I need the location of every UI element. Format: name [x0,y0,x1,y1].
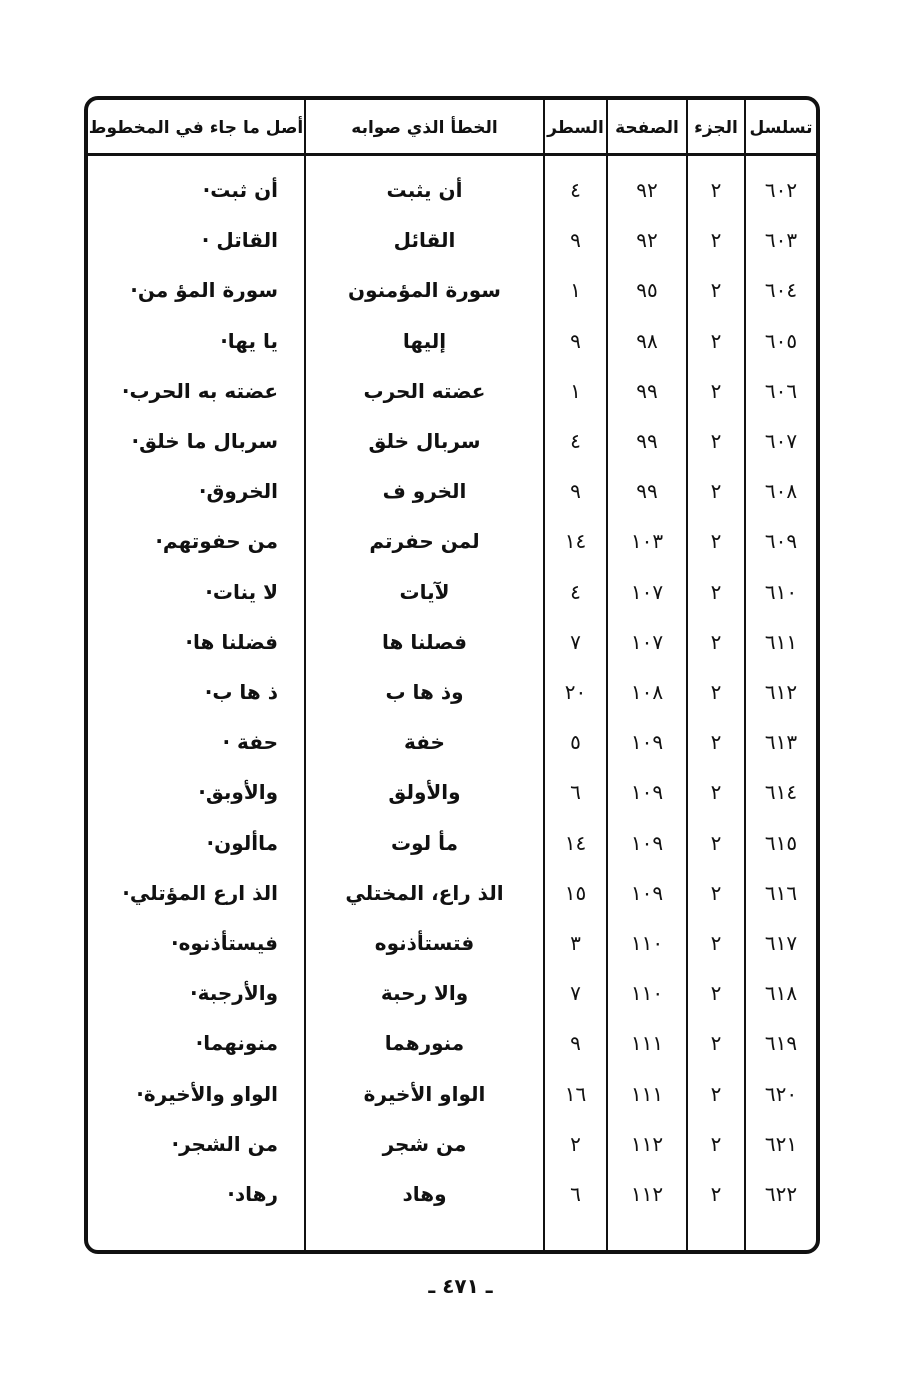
page-number: ـ ٤٧١ ـ [428,1274,493,1298]
part-cell: ٢ [710,880,722,905]
correct-cell: الذ راع، المختلي [345,880,504,905]
original-cell: سورة المؤ من· [130,278,278,303]
errata-table [84,96,820,1254]
part-cell: ٢ [710,579,722,604]
page-cell: ١٠٩ [630,730,664,755]
part-cell: ٢ [710,1031,722,1056]
original-cell: الخروق· [198,479,278,504]
table-row [88,918,816,968]
correct-cell: لمن حفرتم [369,529,480,554]
table-row [88,818,816,868]
line-cell: ٦ [570,1182,581,1206]
table-row [88,416,816,466]
page-cell: ٩٢ [636,228,658,253]
line-cell: ٤ [570,429,581,453]
part-cell: ٢ [710,228,722,253]
original-cell: ذ ها ب· [204,680,278,704]
original-cell: منونهما· [195,1031,278,1056]
header-correct: الخطأ الذي صوابه [351,118,498,138]
header-page: الصفحة [615,118,679,138]
part-cell: ٢ [710,278,722,303]
table-header [88,100,816,156]
serial-cell: ٦١٦ [764,880,798,905]
part-cell: ٢ [710,931,722,955]
original-cell: من حفوتهم· [155,529,278,554]
correct-cell: وهاد [402,1182,447,1206]
table-row [88,265,816,315]
part-cell: ٢ [710,328,722,353]
table-row [88,567,816,617]
page-cell: ١١٢ [630,1182,664,1206]
page-cell: ١٠٩ [630,830,664,855]
correct-cell: خفة [404,730,445,755]
serial-cell: ٦١٨ [764,981,798,1006]
line-cell: ١ [570,278,581,303]
part-cell: ٢ [710,1131,722,1156]
part-cell: ٢ [710,730,722,755]
correct-cell: الخرو ف [382,479,467,504]
serial-cell: ٦٢١ [764,1131,798,1156]
line-cell: ١٤ [564,529,587,554]
serial-cell: ٦٢٢ [764,1182,798,1206]
serial-cell: ٦١٠ [764,579,798,604]
correct-cell: من شجر [382,1131,467,1156]
original-cell: من الشجر· [171,1131,278,1156]
header-serial: تسلسل [749,118,813,138]
serial-cell: ٦١١ [764,629,798,654]
page-cell: ٩٩ [636,378,658,403]
line-cell: ٥ [570,730,581,755]
part-cell: ٢ [710,629,722,654]
line-cell: ٩ [570,228,581,253]
original-cell: لا ينات· [205,579,278,604]
page-cell: ١١٠ [630,981,664,1006]
serial-cell: ٦٠٥ [764,328,798,353]
original-cell: ماألون· [206,830,278,855]
original-cell: سربال ما خلق· [131,429,278,453]
serial-cell: ٦٠٤ [764,278,798,303]
correct-cell: عضته الحرب [363,378,486,403]
part-cell: ٢ [710,529,722,554]
page-cell: ١٠٧ [630,579,664,604]
serial-cell: ٦٢٠ [764,1081,798,1106]
page-cell: ١١٠ [630,931,664,955]
serial-cell: ٦١٢ [764,680,798,704]
page-cell: ٩٨ [636,328,658,353]
original-cell: والأوبق· [198,780,278,805]
line-cell: ٤ [570,579,581,604]
serial-cell: ٦١٣ [764,730,798,755]
correct-cell: مأ لوت [390,830,458,855]
serial-cell: ٦١٥ [764,830,798,855]
part-cell: ٢ [710,830,722,855]
correct-cell: فتستأذنوه [374,931,475,955]
serial-cell: ٦٠٦ [764,378,798,403]
correct-cell: سربال خلق [368,429,481,453]
page-cell: ١٠٣ [630,529,664,554]
table-row [88,767,816,817]
table-row [88,868,816,918]
correct-cell: منورهما [384,1031,465,1056]
table-row [88,717,816,767]
page-cell: ٩٥ [636,278,658,303]
page-cell: ١٠٨ [630,680,664,704]
line-cell: ١٤ [564,830,587,855]
line-cell: ٩ [570,479,581,504]
part-cell: ٢ [710,378,722,403]
line-cell: ٤ [570,178,581,202]
table-row [88,617,816,667]
line-cell: ٣ [570,931,581,955]
part-cell: ٢ [710,178,722,202]
original-cell: القاتل · [201,228,278,253]
serial-cell: ٦٠٩ [764,529,798,554]
table-row [88,215,816,265]
correct-cell: وذ ها ب [385,680,464,704]
table-row [88,968,816,1018]
correct-cell: فصلنا ها [382,629,467,654]
correct-cell: إليها [402,328,447,353]
correct-cell: أن يثبت [386,178,463,202]
original-cell: والأرجبة· [190,981,278,1006]
serial-cell: ٦١٩ [764,1031,798,1056]
page-cell: ٩٢ [636,178,658,202]
table-row [88,466,816,516]
page-cell: ٩٩ [636,479,658,504]
correct-cell: الواو الأخيرة [363,1081,486,1106]
part-cell: ٢ [710,680,722,704]
page-cell: ١٠٧ [630,629,664,654]
line-cell: ١٦ [564,1081,587,1106]
serial-cell: ٦٠٨ [764,479,798,504]
correct-cell: والا رحبة [380,981,469,1006]
part-cell: ٢ [710,1182,722,1206]
part-cell: ٢ [710,1081,722,1106]
serial-cell: ٦١٧ [764,931,798,955]
original-cell: رهاد· [227,1182,278,1206]
table-row [88,366,816,416]
serial-cell: ٦١٤ [764,780,798,805]
table-row [88,316,816,366]
page-cell: ١١١ [630,1081,664,1106]
page-cell: ٩٩ [636,429,658,453]
serial-cell: ٦٠٧ [764,429,798,453]
correct-cell: سورة المؤمنون [348,278,501,303]
page-cell: ١١١ [630,1031,664,1056]
original-cell: أن ثبت· [202,178,278,202]
table-row [88,1018,816,1068]
correct-cell: لآيات [399,579,450,604]
line-cell: ٧ [570,981,581,1006]
line-cell: ٩ [570,1031,581,1056]
line-cell: ٧ [570,629,581,654]
header-part: الجزء [694,118,738,138]
original-cell: حفة · [222,730,278,755]
original-cell: يا يها· [220,328,278,353]
part-cell: ٢ [710,780,722,805]
serial-cell: ٦٠٢ [764,178,798,202]
table-row [88,1169,816,1219]
table-row [88,165,816,215]
table-row [88,667,816,717]
original-cell: الذ ارع المؤتلي· [122,880,278,905]
page-cell: ١٠٩ [630,880,664,905]
page-cell: ١١٢ [630,1131,664,1156]
original-cell: الواو والأخيرة· [136,1081,278,1106]
correct-cell: والأولق [388,780,461,805]
table-row [88,1119,816,1169]
page-cell: ١٠٩ [630,780,664,805]
correct-cell: القائل [393,228,456,253]
original-cell: فيستأذنوه· [170,931,278,955]
part-cell: ٢ [710,429,722,453]
original-cell: فضلنا ها· [185,629,278,654]
part-cell: ٢ [710,981,722,1006]
header-original: أصل ما جاء في المخطوط [88,118,304,138]
line-cell: ٩ [570,328,581,353]
line-cell: ٦ [570,780,581,805]
line-cell: ٢٠ [564,680,587,704]
part-cell: ٢ [710,479,722,504]
table-row [88,516,816,566]
line-cell: ١٥ [564,880,587,905]
table-row [88,1069,816,1119]
line-cell: ٢ [570,1131,581,1156]
serial-cell: ٦٠٣ [764,228,798,253]
original-cell: عضته به الحرب· [121,378,278,403]
header-line: السطر [547,118,604,138]
line-cell: ١ [570,378,581,403]
